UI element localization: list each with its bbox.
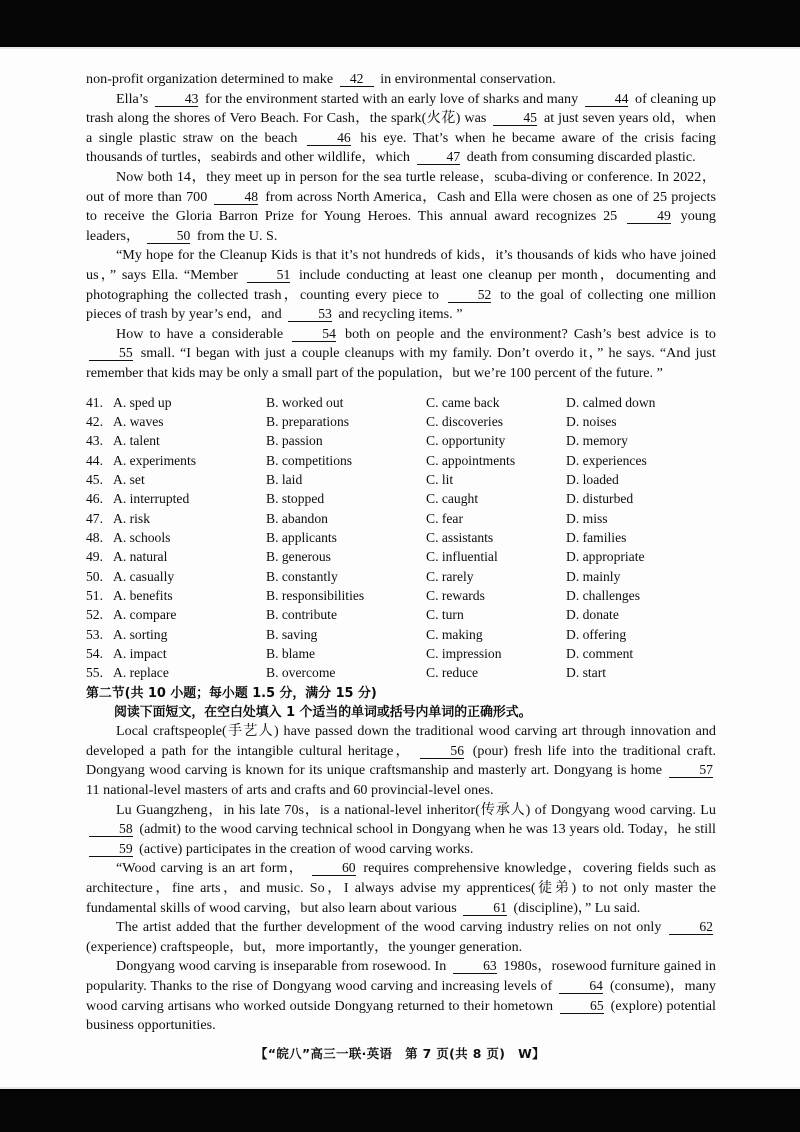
option-d[interactable]: D. start [566, 665, 607, 681]
option-a[interactable]: A. sped up [113, 394, 172, 410]
option-d[interactable]: D. challenges [566, 587, 640, 603]
option-d[interactable]: D. miss [566, 510, 608, 526]
p-artist-added: The artist added that the further development of the wood carving industry relies on not only 62 (experience) craftspeople，but，more importantly，the younger generation. [86, 919, 713, 955]
answer-blank-50[interactable]: 50 [147, 228, 191, 244]
section-two-directions: 阅读下面短文，在空白处填入 1 个适当的单词或括号内单词的正确形式。 [114, 704, 532, 720]
option-row [86, 393, 716, 412]
option-d[interactable]: D. memory [566, 433, 628, 449]
option-c[interactable]: C. caught [426, 491, 479, 507]
p-rosewood: Dongyang wood carving is inseparable from rosewood. In 63 1980s，rosewood furniture gained in popularity. Thanks to the rise of Dongyang wood carving and increasing levels of 64 (consume)，many wood carving artisans who worked outside Dongyang returned to their hometown 65 (explore) potential business opportunities. [86, 958, 716, 1034]
option-d[interactable]: D. loaded [566, 471, 619, 487]
option-a[interactable]: A. replace [113, 665, 169, 681]
question-number: 47. [86, 510, 103, 526]
option-b[interactable]: B. passion [266, 433, 323, 449]
option-a[interactable]: A. schools [113, 529, 171, 545]
option-a[interactable]: A. interrupted [113, 491, 190, 507]
option-c[interactable]: C. came back [426, 394, 500, 410]
answer-blank-58[interactable]: 58 [89, 821, 133, 837]
cloze-passage [86, 70, 716, 384]
option-c[interactable]: C. making [426, 626, 483, 642]
p-now-both: Now both 14，they meet up in person for the sea turtle release，scuba-diving or conference. In 2022，out of more than 700 48 from across North America，Cash and Ella were chosen as one of 25 projects to receive the Gloria Barron Prize for Young Heroes. This annual award recognizes 25 49 young leaders， 50 from the U. S. [86, 168, 716, 244]
option-a[interactable]: A. waves [113, 413, 164, 429]
option-d[interactable]: D. mainly [566, 568, 621, 584]
option-c[interactable]: C. rewards [426, 587, 485, 603]
paper-sheet [0, 49, 800, 1090]
answer-blank-57[interactable]: 57 [669, 762, 713, 778]
option-a[interactable]: A. set [113, 471, 145, 487]
option-d[interactable]: D. families [566, 529, 627, 545]
question-number: 45. [86, 471, 103, 487]
option-c[interactable]: C. assistants [426, 529, 494, 545]
p-my-hope: “My hope for the Cleanup Kids is that it’s not hundreds of kids，it’s thousands of kids who have joined us，” says Ella. “Member 51 include conducting at least one cleanup per month，documenting and photographing the collected trash，counting every piece to 52 to the goal of collecting one million pieces of trash by year’s end，and 53 and recycling items. ” [86, 247, 716, 323]
option-a[interactable]: A. compare [113, 607, 177, 623]
option-b[interactable]: B. applicants [266, 529, 337, 545]
answer-blank-63[interactable]: 63 [453, 958, 497, 974]
option-a[interactable]: A. sorting [113, 626, 168, 642]
question-number: 44. [86, 452, 103, 468]
question-number: 53. [86, 626, 103, 642]
option-row [86, 663, 716, 682]
answer-blank-47[interactable]: 47 [417, 149, 461, 165]
answer-blank-51[interactable]: 51 [247, 267, 291, 283]
option-c[interactable]: C. impression [426, 645, 502, 661]
answer-blank-61[interactable]: 61 [463, 900, 507, 916]
option-d[interactable]: D. disturbed [566, 491, 634, 507]
answer-blank-44[interactable]: 44 [585, 91, 629, 107]
option-c[interactable]: C. turn [426, 607, 464, 623]
question-number: 41. [86, 394, 103, 410]
p-continuation: non-profit organization determined to make 42 in environmental conservation. [86, 71, 556, 87]
option-a[interactable]: A. talent [113, 433, 160, 449]
option-row [86, 489, 716, 508]
scan-artifact-top-band [0, 0, 800, 47]
option-row [86, 547, 716, 566]
option-b[interactable]: B. laid [266, 471, 303, 487]
answer-blank-43[interactable]: 43 [155, 91, 199, 107]
answer-blank-45[interactable]: 45 [493, 110, 537, 126]
option-a[interactable]: A. natural [113, 549, 168, 565]
p-art-form: “Wood carving is an art form， 60 requires comprehensive knowledge，covering fields such as architecture，fine arts，and music. So，I always advise my apprentices(徒弟) to not only master the fundamental skills of wood carving，but also learn about various 61 (discipline)，” Lu said. [86, 860, 716, 916]
answer-blank-46[interactable]: 46 [307, 130, 351, 146]
gap-fill-passage [86, 722, 716, 1036]
p-how-to: How to have a considerable 54 both on people and the environment? Cash’s best advice is to 55 small. “I began with just a couple cleanups with my family. Don’t overdo it，” he says. “And just remember that kids may be only a small part of the population，but we’re 100 percent of the future. ” [86, 325, 716, 381]
option-b[interactable]: B. constantly [266, 568, 338, 584]
answer-blank-48[interactable]: 48 [214, 189, 258, 205]
option-b[interactable]: B. overcome [266, 665, 336, 681]
answer-blank-62[interactable]: 62 [669, 919, 713, 935]
question-number: 50. [86, 568, 103, 584]
option-c[interactable]: C. influential [426, 549, 498, 565]
answer-blank-52[interactable]: 52 [448, 287, 492, 303]
option-a[interactable]: A. experiments [113, 452, 197, 468]
answer-blank-64[interactable]: 64 [559, 978, 603, 994]
option-a[interactable]: A. benefits [113, 587, 173, 603]
option-c[interactable]: C. discoveries [426, 413, 504, 429]
option-c[interactable]: C. opportunity [426, 433, 506, 449]
option-b[interactable]: B. abandon [266, 510, 328, 526]
option-row [86, 605, 716, 624]
option-row [86, 451, 716, 470]
option-b[interactable]: B. stopped [266, 491, 325, 507]
p-local-craftspeople: Local craftspeople(手艺人) have passed down the traditional wood carving art through innovation and developed a path for the intangible cultural heritage， 56 (pour) fresh life into the traditional craft. Dongyang wood carving is known for its unique craftsmanship and masterly art. Dongyang is home 57 11 national-level masters of arts and crafts and 60 provincial-level ones. [86, 723, 716, 799]
option-row [86, 567, 716, 586]
answer-blank-55[interactable]: 55 [89, 345, 133, 361]
option-c[interactable]: C. fear [426, 510, 463, 526]
option-b[interactable]: B. generous [266, 549, 331, 565]
option-c[interactable]: C. appointments [426, 452, 516, 468]
p-lu-guangzheng: Lu Guangzheng，in his late 70s，is a national-level inheritor(传承人) of Dongyang wood carving. Lu 58 (admit) to the wood carving technical school in Dongyang when he was 13 years old. Today，he still 59 (active) participates in the creation of wood carving works. [86, 801, 716, 860]
answer-blank-56[interactable]: 56 [420, 743, 464, 759]
page-footer: 【“皖八”高三一联·英语 第 7 页(共 8 页) W】 [255, 1046, 545, 1061]
option-row [86, 431, 716, 450]
option-d[interactable]: D. experiences [566, 452, 647, 468]
option-row [86, 470, 716, 489]
answer-blank-49[interactable]: 49 [627, 208, 671, 224]
option-a[interactable]: A. impact [113, 645, 167, 661]
option-row [86, 644, 716, 663]
option-a[interactable]: A. risk [113, 510, 151, 526]
scan-artifact-bottom-band [0, 1089, 800, 1132]
option-b[interactable]: B. saving [266, 626, 318, 642]
question-number: 51. [86, 587, 103, 603]
question-number: 46. [86, 491, 103, 507]
option-row [86, 528, 716, 547]
option-b[interactable]: B. responsibilities [266, 587, 365, 603]
option-row [86, 509, 716, 528]
question-number: 42. [86, 413, 103, 429]
option-row [86, 412, 716, 431]
answer-blank-54[interactable]: 54 [292, 326, 336, 342]
answer-blank-65[interactable]: 65 [560, 998, 604, 1014]
option-b[interactable]: B. contribute [266, 607, 337, 623]
option-d[interactable]: D. comment [566, 645, 634, 661]
page-content [86, 70, 716, 1036]
option-d[interactable]: D. appropriate [566, 549, 645, 565]
option-d[interactable]: D. offering [566, 626, 627, 642]
multiple-choice-options [86, 393, 716, 683]
option-b[interactable]: B. preparations [266, 413, 350, 429]
question-number: 48. [86, 529, 103, 545]
option-row [86, 625, 716, 644]
question-number: 55. [86, 665, 103, 681]
option-c[interactable]: C. lit [426, 471, 454, 487]
p-ella: Ella’s 43 for the environment started with an early love of sharks and many 44 of cleaning up trash along the shores of Vero Beach. For Cash，the spark(火花) was 45 at just seven years old，when a single plastic straw on the beach 46 his eye. That’s when he became aware of the crisis facing thousands of turtles，seabirds and other wildlife，which 47 death from consuming discarded plastic. [86, 90, 716, 166]
option-d[interactable]: D. calmed down [566, 394, 656, 410]
answer-blank-59[interactable]: 59 [89, 841, 133, 857]
option-a[interactable]: A. casually [113, 568, 175, 584]
option-b[interactable]: B. competitions [266, 452, 353, 468]
question-number: 52. [86, 607, 103, 623]
option-b[interactable]: B. worked out [266, 394, 344, 410]
option-d[interactable]: D. noises [566, 413, 617, 429]
question-number: 49. [86, 549, 103, 565]
option-c[interactable]: C. reduce [426, 665, 479, 681]
question-number: 54. [86, 645, 103, 661]
question-number: 43. [86, 433, 103, 449]
option-b[interactable]: B. blame [266, 645, 316, 661]
answer-blank-60[interactable]: 60 [312, 860, 356, 876]
option-d[interactable]: D. donate [566, 607, 619, 623]
answer-blank-53[interactable]: 53 [288, 306, 332, 322]
option-row [86, 586, 716, 605]
option-c[interactable]: C. rarely [426, 568, 474, 584]
answer-blank-42[interactable]: 42 [340, 71, 374, 87]
section-two-heading: 第二节(共 10 小题；每小题 1.5 分，满分 15 分) [86, 685, 377, 701]
